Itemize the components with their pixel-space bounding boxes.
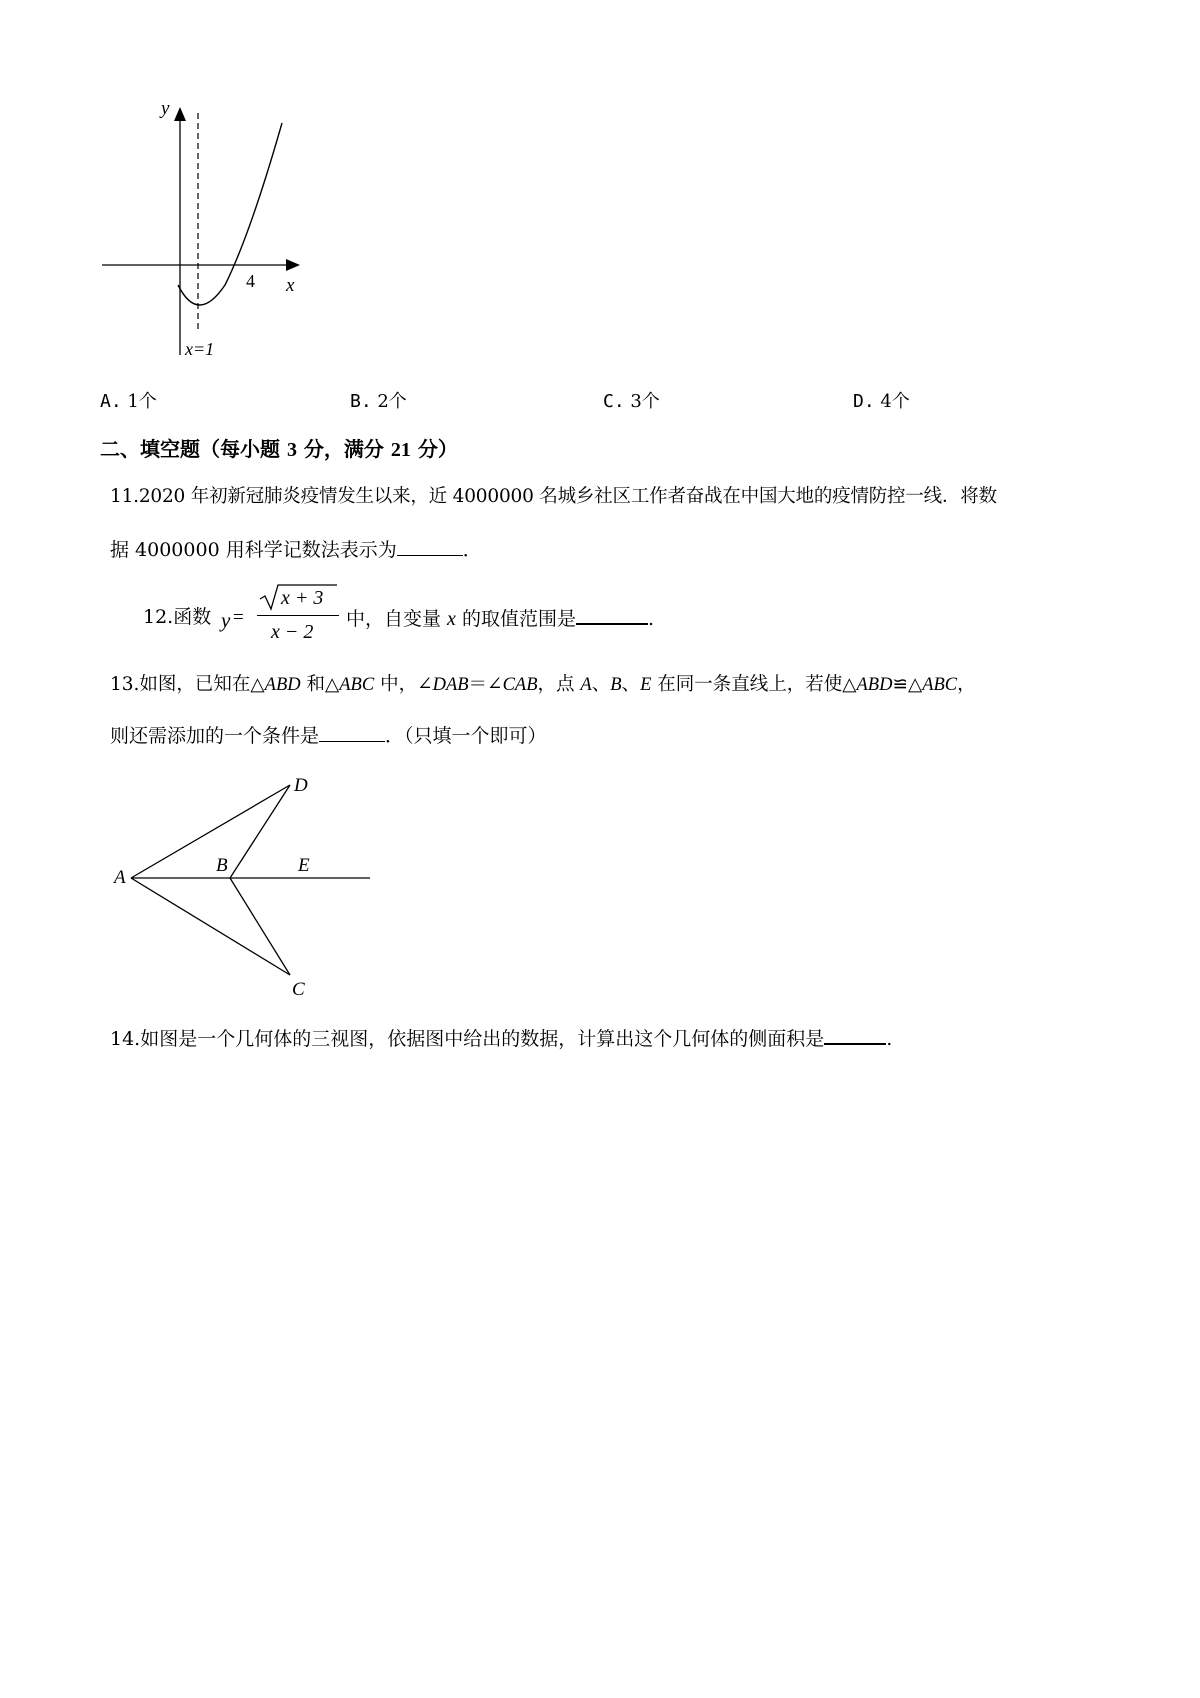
label-b: B	[216, 855, 228, 876]
q13-math: CAB	[502, 675, 538, 695]
q13-text: 13.如图，已知在△	[110, 674, 265, 695]
question-11-text: 据 4000000 用科学记数法表示为	[110, 539, 397, 561]
question-12-end: .	[647, 608, 655, 630]
q13-text: ．（只填一个即可）	[385, 725, 547, 747]
q14-text: 14.如图是一个几何体的三视图，依据图中给出的数据，计算出这个几何体的侧面积是	[110, 1028, 825, 1050]
function-y: y	[221, 608, 231, 632]
q13-text: 、	[621, 674, 641, 695]
question-11-line1: 11.2020 年初新冠肺炎疫情发生以来，近 4000000 名城乡社区工作者奋战在中国大地的疫情防控一线．将数	[110, 486, 997, 507]
answer-blank-11[interactable]	[397, 537, 463, 556]
option-a-text: 1个	[127, 391, 157, 412]
option-c[interactable]	[603, 390, 660, 414]
answer-blank-13[interactable]	[319, 723, 385, 742]
section-heading	[100, 437, 458, 462]
fraction	[257, 582, 339, 650]
option-a[interactable]	[100, 390, 157, 414]
option-d-letter: D.	[853, 391, 875, 412]
option-b[interactable]	[350, 390, 407, 414]
line-bc	[230, 878, 290, 975]
line-ac	[131, 878, 290, 975]
q13-text: ≌△	[892, 674, 923, 695]
question-12-mid: 中，自变量	[346, 608, 448, 630]
option-b-letter: B.	[350, 391, 372, 412]
q13-math: B	[610, 675, 622, 695]
heading-part: 分，满分	[296, 437, 391, 461]
label-c: C	[292, 979, 305, 1000]
parabola-curve	[178, 123, 282, 305]
option-d-text: 4个	[880, 391, 910, 412]
q13-text: 和△	[300, 674, 340, 695]
q14-end: .	[886, 1028, 893, 1050]
answer-blank-12[interactable]	[576, 605, 648, 625]
fraction-bar	[257, 615, 339, 616]
label-d: D	[294, 775, 308, 796]
label-e: E	[298, 855, 310, 876]
heading-number: 21	[390, 439, 411, 461]
question-13-line2	[110, 723, 547, 748]
line-ad	[131, 785, 290, 878]
x-axis-arrow	[286, 259, 300, 271]
option-c-text: 3个	[630, 391, 660, 412]
q13-text: 中，∠	[374, 674, 433, 695]
q13-math: ABC	[922, 675, 958, 695]
question-13-line1	[110, 673, 976, 697]
q13-math: E	[640, 675, 652, 695]
q13-text: ，	[957, 674, 976, 695]
heading-part: 二、填空题（每小题	[100, 437, 287, 461]
y-axis-label: y	[161, 98, 170, 119]
x-axis-label: x	[286, 275, 295, 296]
triangle-figure	[100, 770, 380, 1000]
label-a: A	[114, 867, 126, 888]
q13-math: ABC	[339, 675, 375, 695]
question-11-line2	[110, 537, 482, 562]
numerator: x + 3	[281, 587, 324, 609]
q13-math: ABD	[856, 675, 893, 695]
q13-text: 则还需添加的一个条件是	[110, 725, 320, 747]
option-b-text: 2个	[377, 391, 407, 412]
q13-math: A	[580, 675, 592, 695]
answer-blank-14[interactable]	[824, 1025, 886, 1045]
option-a-letter: A.	[100, 391, 122, 412]
root-label: 4	[246, 271, 255, 291]
question-14	[110, 1025, 892, 1051]
line-bd	[230, 785, 290, 878]
option-c-letter: C.	[603, 391, 625, 412]
question-12-rest	[346, 605, 654, 631]
question-12-suffix: 的取值范围是	[455, 608, 576, 630]
q13-text: 在同一条直线上，若使△	[651, 674, 857, 695]
symmetry-label: x=1	[185, 339, 215, 359]
heading-number: 3	[286, 439, 297, 461]
q13-text: ＝∠	[468, 674, 503, 695]
question-11-end: ．	[462, 539, 482, 561]
equals-sign: =	[233, 607, 244, 628]
variable-x: x	[447, 608, 456, 630]
q13-text: ，点	[537, 674, 581, 695]
y-axis-arrow	[174, 107, 186, 121]
parabola-graph	[100, 95, 330, 370]
q13-text: 、	[591, 674, 611, 695]
q13-math: DAB	[432, 675, 469, 695]
denominator: x − 2	[271, 621, 314, 643]
question-12-prefix: 12.函数	[143, 606, 212, 628]
q13-math: ABD	[264, 675, 301, 695]
option-d[interactable]	[853, 390, 910, 414]
heading-part: 分）	[410, 437, 458, 461]
